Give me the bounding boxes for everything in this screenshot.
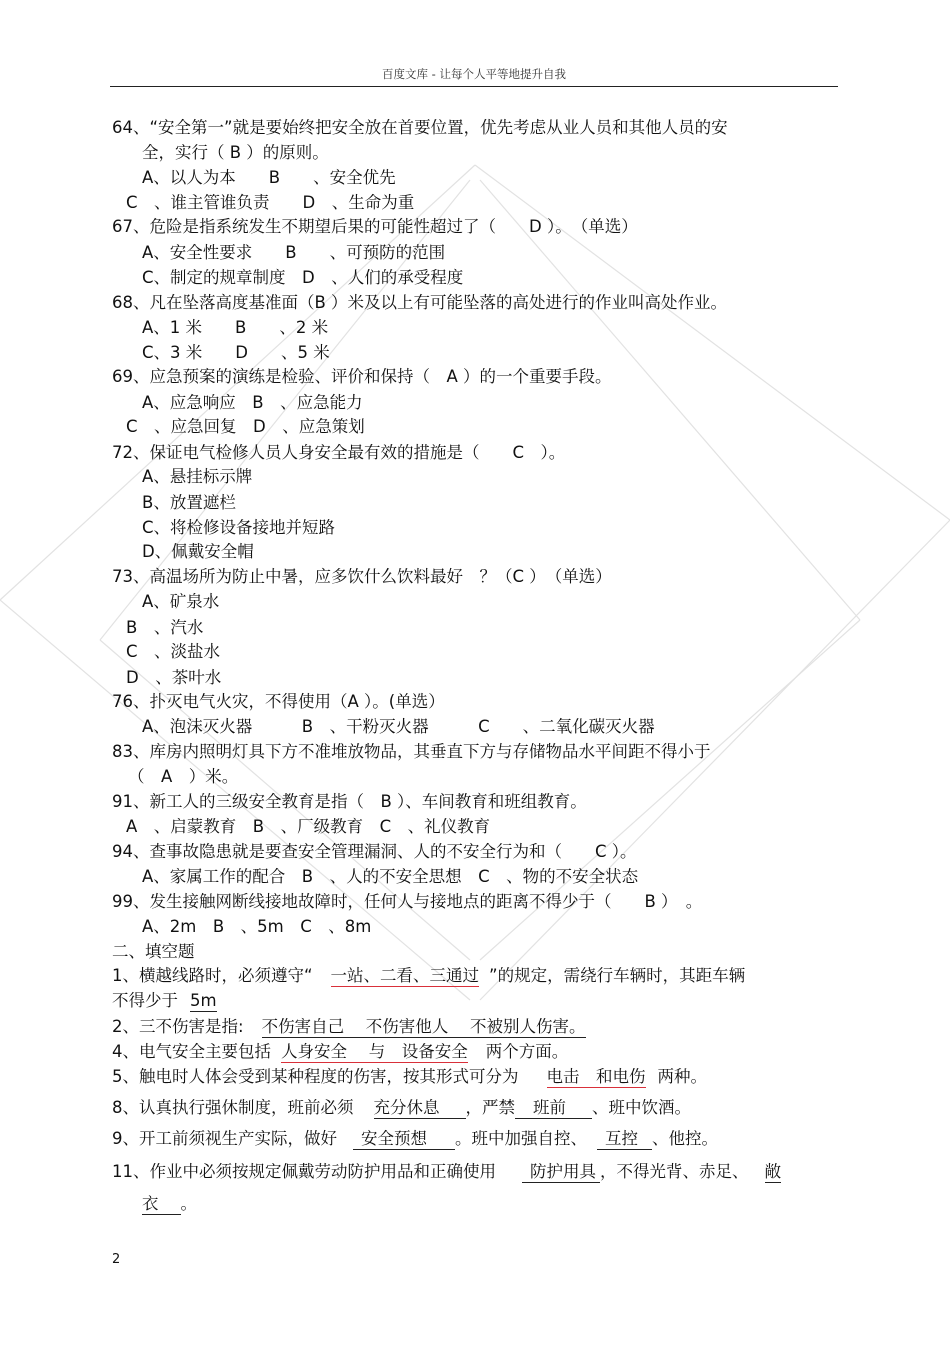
question-64-line-2: 全，实行（ B ）的原则。 bbox=[142, 143, 329, 162]
fill-q11-answer-2b: 衣 bbox=[142, 1194, 181, 1215]
fill-question-1 bbox=[112, 965, 745, 987]
question-83: 83、库房内照明灯具下方不准堆放物品，其垂直下方与存储物品水平间距不得小于 bbox=[112, 742, 711, 761]
q64-options-cd: C 、谁主管谁负责 D 、生命为重 bbox=[126, 193, 415, 212]
q73-option-a: A、矿泉水 bbox=[142, 592, 220, 611]
section-heading-fill-in: 二、填空题 bbox=[112, 942, 195, 961]
question-69: 69、应急预案的演练是检验、评价和保持（ A ）的一个重要手段。 bbox=[112, 367, 612, 386]
question-73: 73、高温场所为防止中暑，应多饮什么饮料最好 ？（C ） （单选） bbox=[112, 567, 612, 586]
q94-options: A、家属工作的配合 B 、人的不安全思想 C 、物的不安全状态 bbox=[142, 867, 639, 886]
q73-option-d: D 、茶叶水 bbox=[126, 668, 222, 687]
q69-options-cd: C 、应急回复 D 、应急策划 bbox=[126, 417, 365, 436]
q68-options-ab: A、1 米 B 、2 米 bbox=[142, 318, 329, 337]
fill-q5-text-end: 两种。 bbox=[657, 1067, 707, 1086]
question-72: 72、保证电气检修人员人身安全最有效的措施是（ C ）。 bbox=[112, 443, 566, 462]
fill-q1-text: 1、横越线路时，必须遵守“ bbox=[112, 966, 313, 985]
fill-question-8 bbox=[112, 1097, 691, 1119]
fill-q11-text-mid: ，不得光背、赤足、 bbox=[600, 1162, 749, 1181]
fill-q11-text-end: 。 bbox=[180, 1194, 197, 1213]
fill-q1-text-end: ”的规定，需绕行车辆时，其距车辆 bbox=[489, 966, 746, 985]
q72-option-a: A、悬挂标示牌 bbox=[142, 467, 253, 486]
question-94: 94、查事故隐患就是要查安全管理漏洞、人的不安全行为和（ C ）。 bbox=[112, 842, 637, 861]
q72-option-d: D、佩戴安全帽 bbox=[142, 542, 254, 561]
header-divider bbox=[110, 86, 838, 87]
fill-question-9 bbox=[112, 1128, 718, 1150]
fill-q4-text: 4、电气安全主要包括 bbox=[112, 1042, 271, 1061]
fill-q8-answer-1: 充分休息 bbox=[374, 1098, 466, 1119]
fill-q4-answer: 人身安全 与 设备安全 bbox=[281, 1042, 468, 1061]
fill-q11-answer-1: 防护用具 bbox=[522, 1162, 600, 1183]
q99-options: A、2m B 、5m C 、8m bbox=[142, 917, 372, 936]
q73-option-c: C 、淡盐水 bbox=[126, 642, 221, 661]
q68-options-cd: C、3 米 D 、5 米 bbox=[142, 343, 330, 362]
fill-q2-text: 2、三不伤害是指: bbox=[112, 1017, 244, 1036]
q73-option-b: B 、汽水 bbox=[126, 618, 204, 637]
fill-q8-text: 8、认真执行强休制度，班前必须 bbox=[112, 1098, 354, 1117]
fill-q9-answer-2: 互控 bbox=[597, 1129, 652, 1150]
fill-q11-text: 11、作业中必须按规定佩戴劳动防护用品和正确使用 bbox=[112, 1162, 496, 1181]
fill-q9-text-end: 、他控。 bbox=[652, 1129, 718, 1148]
q67-options-ab: A、安全性要求 B 、可预防的范围 bbox=[142, 243, 446, 262]
fill-q9-answer-1: 安全预想 bbox=[353, 1129, 455, 1150]
fill-question-11-line-2 bbox=[142, 1193, 197, 1215]
fill-q5-text: 5、触电时人体会受到某种程度的伤害，按其形式可分为 bbox=[112, 1067, 519, 1086]
question-64-line: 64、“安全第一”就是要始终把安全放在首要位置，优先考虑从业人员和其他人员的安 bbox=[112, 118, 728, 137]
page-number: 2 bbox=[112, 1252, 121, 1267]
q69-options-ab: A、应急响应 B 、应急能力 bbox=[142, 393, 363, 412]
question-67: 67、危险是指系统发生不期望后果的可能性超过了（ D ）。 （单选） bbox=[112, 217, 638, 236]
question-76: 76、扑灭电气火灾，不得使用（A ）。(单选） bbox=[112, 692, 445, 711]
fill-question-4 bbox=[112, 1041, 568, 1063]
fill-q1b-answer: 5m bbox=[190, 991, 217, 1010]
question-68: 68、凡在坠落高度基准面（B ）米及以上有可能坠落的高处进行的作业叫高处作业。 bbox=[112, 293, 728, 312]
fill-q8-text-end: 、班中饮酒。 bbox=[592, 1098, 691, 1117]
fill-q11-answer-2a: 敞 bbox=[764, 1162, 781, 1181]
question-99: 99、发生接触网断线接地故障时，任何人与接地点的距离不得少于（ B ） 。 bbox=[112, 892, 703, 911]
fill-q4-text-end: 两个方面。 bbox=[485, 1042, 569, 1061]
fill-q1b-text: 不得少于 bbox=[112, 991, 178, 1010]
q72-option-c: C、将检修设备接地并短路 bbox=[142, 518, 336, 537]
question-83-line-2: （ A ）米。 bbox=[128, 767, 239, 786]
fill-question-1-line-2 bbox=[112, 990, 217, 1012]
question-91: 91、新工人的三级安全教育是指（ B ）、车间教育和班组教育。 bbox=[112, 792, 587, 811]
fill-question-5 bbox=[112, 1066, 707, 1088]
fill-question-11 bbox=[112, 1161, 781, 1183]
fill-q5-answer: 电击 和电伤 bbox=[546, 1067, 646, 1086]
fill-q8-text-mid: ，严禁 bbox=[465, 1098, 515, 1117]
q64-options-ab: A、以人为本 B 、安全优先 bbox=[142, 168, 396, 187]
fill-q9-text: 9、开工前须视生产实际，做好 bbox=[112, 1129, 337, 1148]
fill-q1-answer: 一站、二看、三通过 bbox=[330, 966, 480, 985]
fill-q2-answer: 不伤害自己 不伤害他人 不被别人伤害。 bbox=[261, 1017, 586, 1036]
q91-options: A 、启蒙教育 B 、厂级教育 C 、礼仪教育 bbox=[126, 817, 491, 836]
q72-option-b: B、放置遮栏 bbox=[142, 493, 236, 512]
fill-question-2 bbox=[112, 1016, 586, 1038]
q76-options: A、泡沫灭火器 B 、干粉灭火器 C 、二氧化碳灭火器 bbox=[142, 717, 655, 736]
page-header: 百度文库 - 让每个人平等地提升自我 bbox=[382, 67, 566, 81]
q67-options-cd: C、制定的规章制度 D 、人们的承受程度 bbox=[142, 268, 464, 287]
fill-q8-answer-2: 班前 bbox=[515, 1098, 592, 1119]
fill-q9-text-mid: 。班中加强自控、 bbox=[455, 1129, 587, 1148]
